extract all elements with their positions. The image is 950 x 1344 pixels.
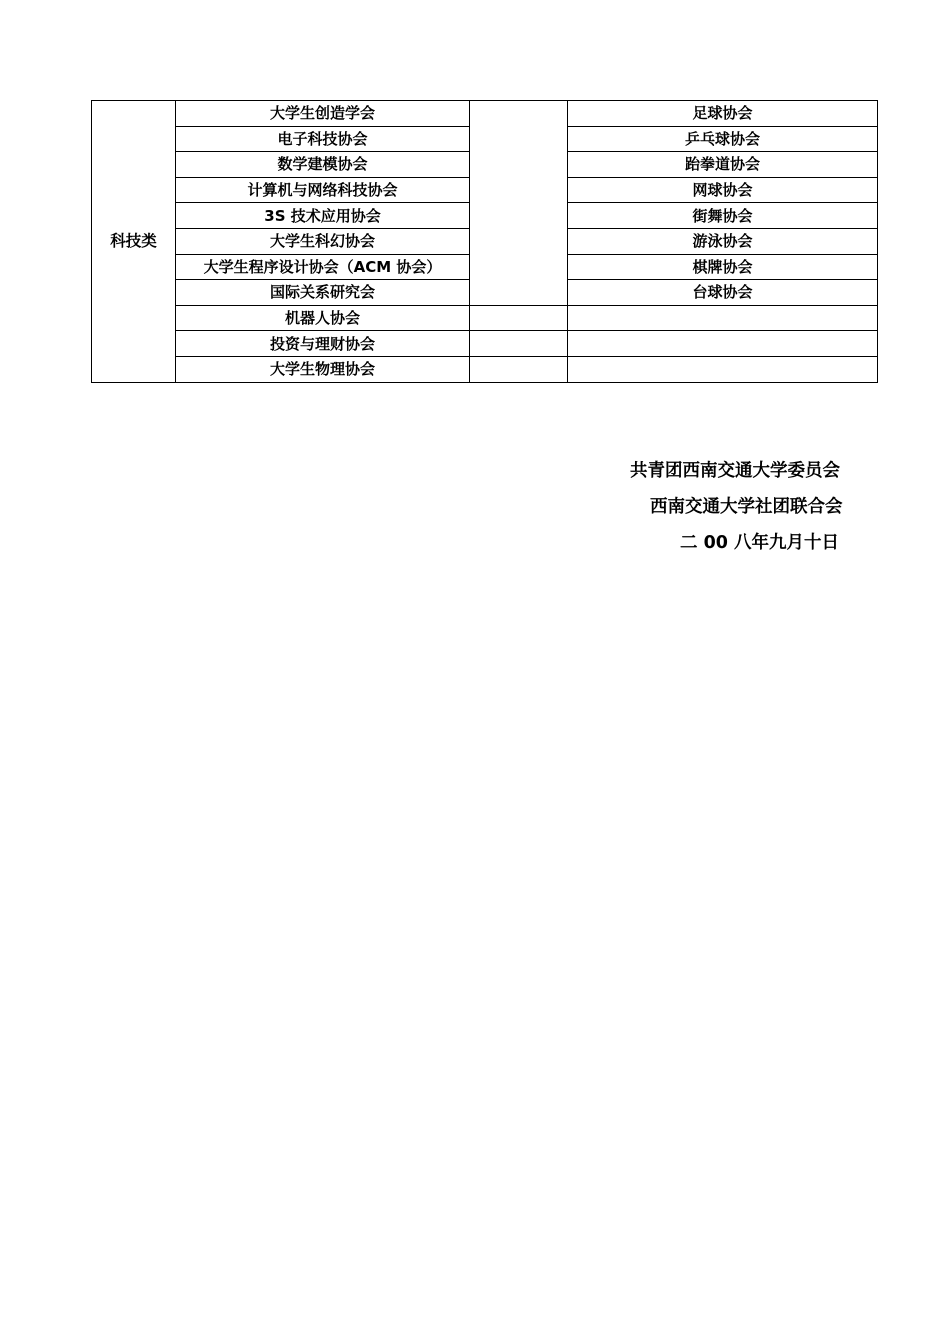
empty-cell [568,331,878,357]
empty-cell [568,305,878,331]
table-row [92,356,878,382]
table-row [92,331,878,357]
clubs-table [91,100,878,383]
signature-org-club-federation: 西南交通大学社团联合会 [650,497,843,517]
sports-club-cell: 棋牌协会 [568,254,878,280]
empty-cell [470,356,568,382]
tech-club-cell: 3S 技术应用协会 [176,203,470,229]
empty-cell [470,331,568,357]
sports-club-cell: 街舞协会 [568,203,878,229]
category-cell: 科技类 [92,101,176,383]
tech-club-cell: 大学生创造学会 [176,101,470,127]
tech-club-cell: 大学生物理协会 [176,356,470,382]
sports-club-cell: 台球协会 [568,280,878,306]
table-row [92,101,878,127]
tech-club-cell: 大学生程序设计协会（ACM 协会） [176,254,470,280]
merged-empty-cell [470,101,568,306]
tech-club-cell: 电子科技协会 [176,126,470,152]
tech-club-cell: 计算机与网络科技协会 [176,177,470,203]
sports-club-cell: 网球协会 [568,177,878,203]
tech-club-cell: 投资与理财协会 [176,331,470,357]
tech-club-cell: 国际关系研究会 [176,280,470,306]
empty-cell [470,305,568,331]
sports-club-cell: 游泳协会 [568,228,878,254]
sports-club-cell: 跆拳道协会 [568,152,878,178]
signature-date: 二 00 八年九月十日 [680,533,840,553]
signature-org-youth-league: 共青团西南交通大学委员会 [630,461,840,481]
sports-club-cell: 足球协会 [568,101,878,127]
tech-club-cell: 数学建模协会 [176,152,470,178]
empty-cell [568,356,878,382]
tech-club-cell: 大学生科幻协会 [176,228,470,254]
table-row [92,305,878,331]
sports-club-cell: 乒乓球协会 [568,126,878,152]
tech-club-cell: 机器人协会 [176,305,470,331]
